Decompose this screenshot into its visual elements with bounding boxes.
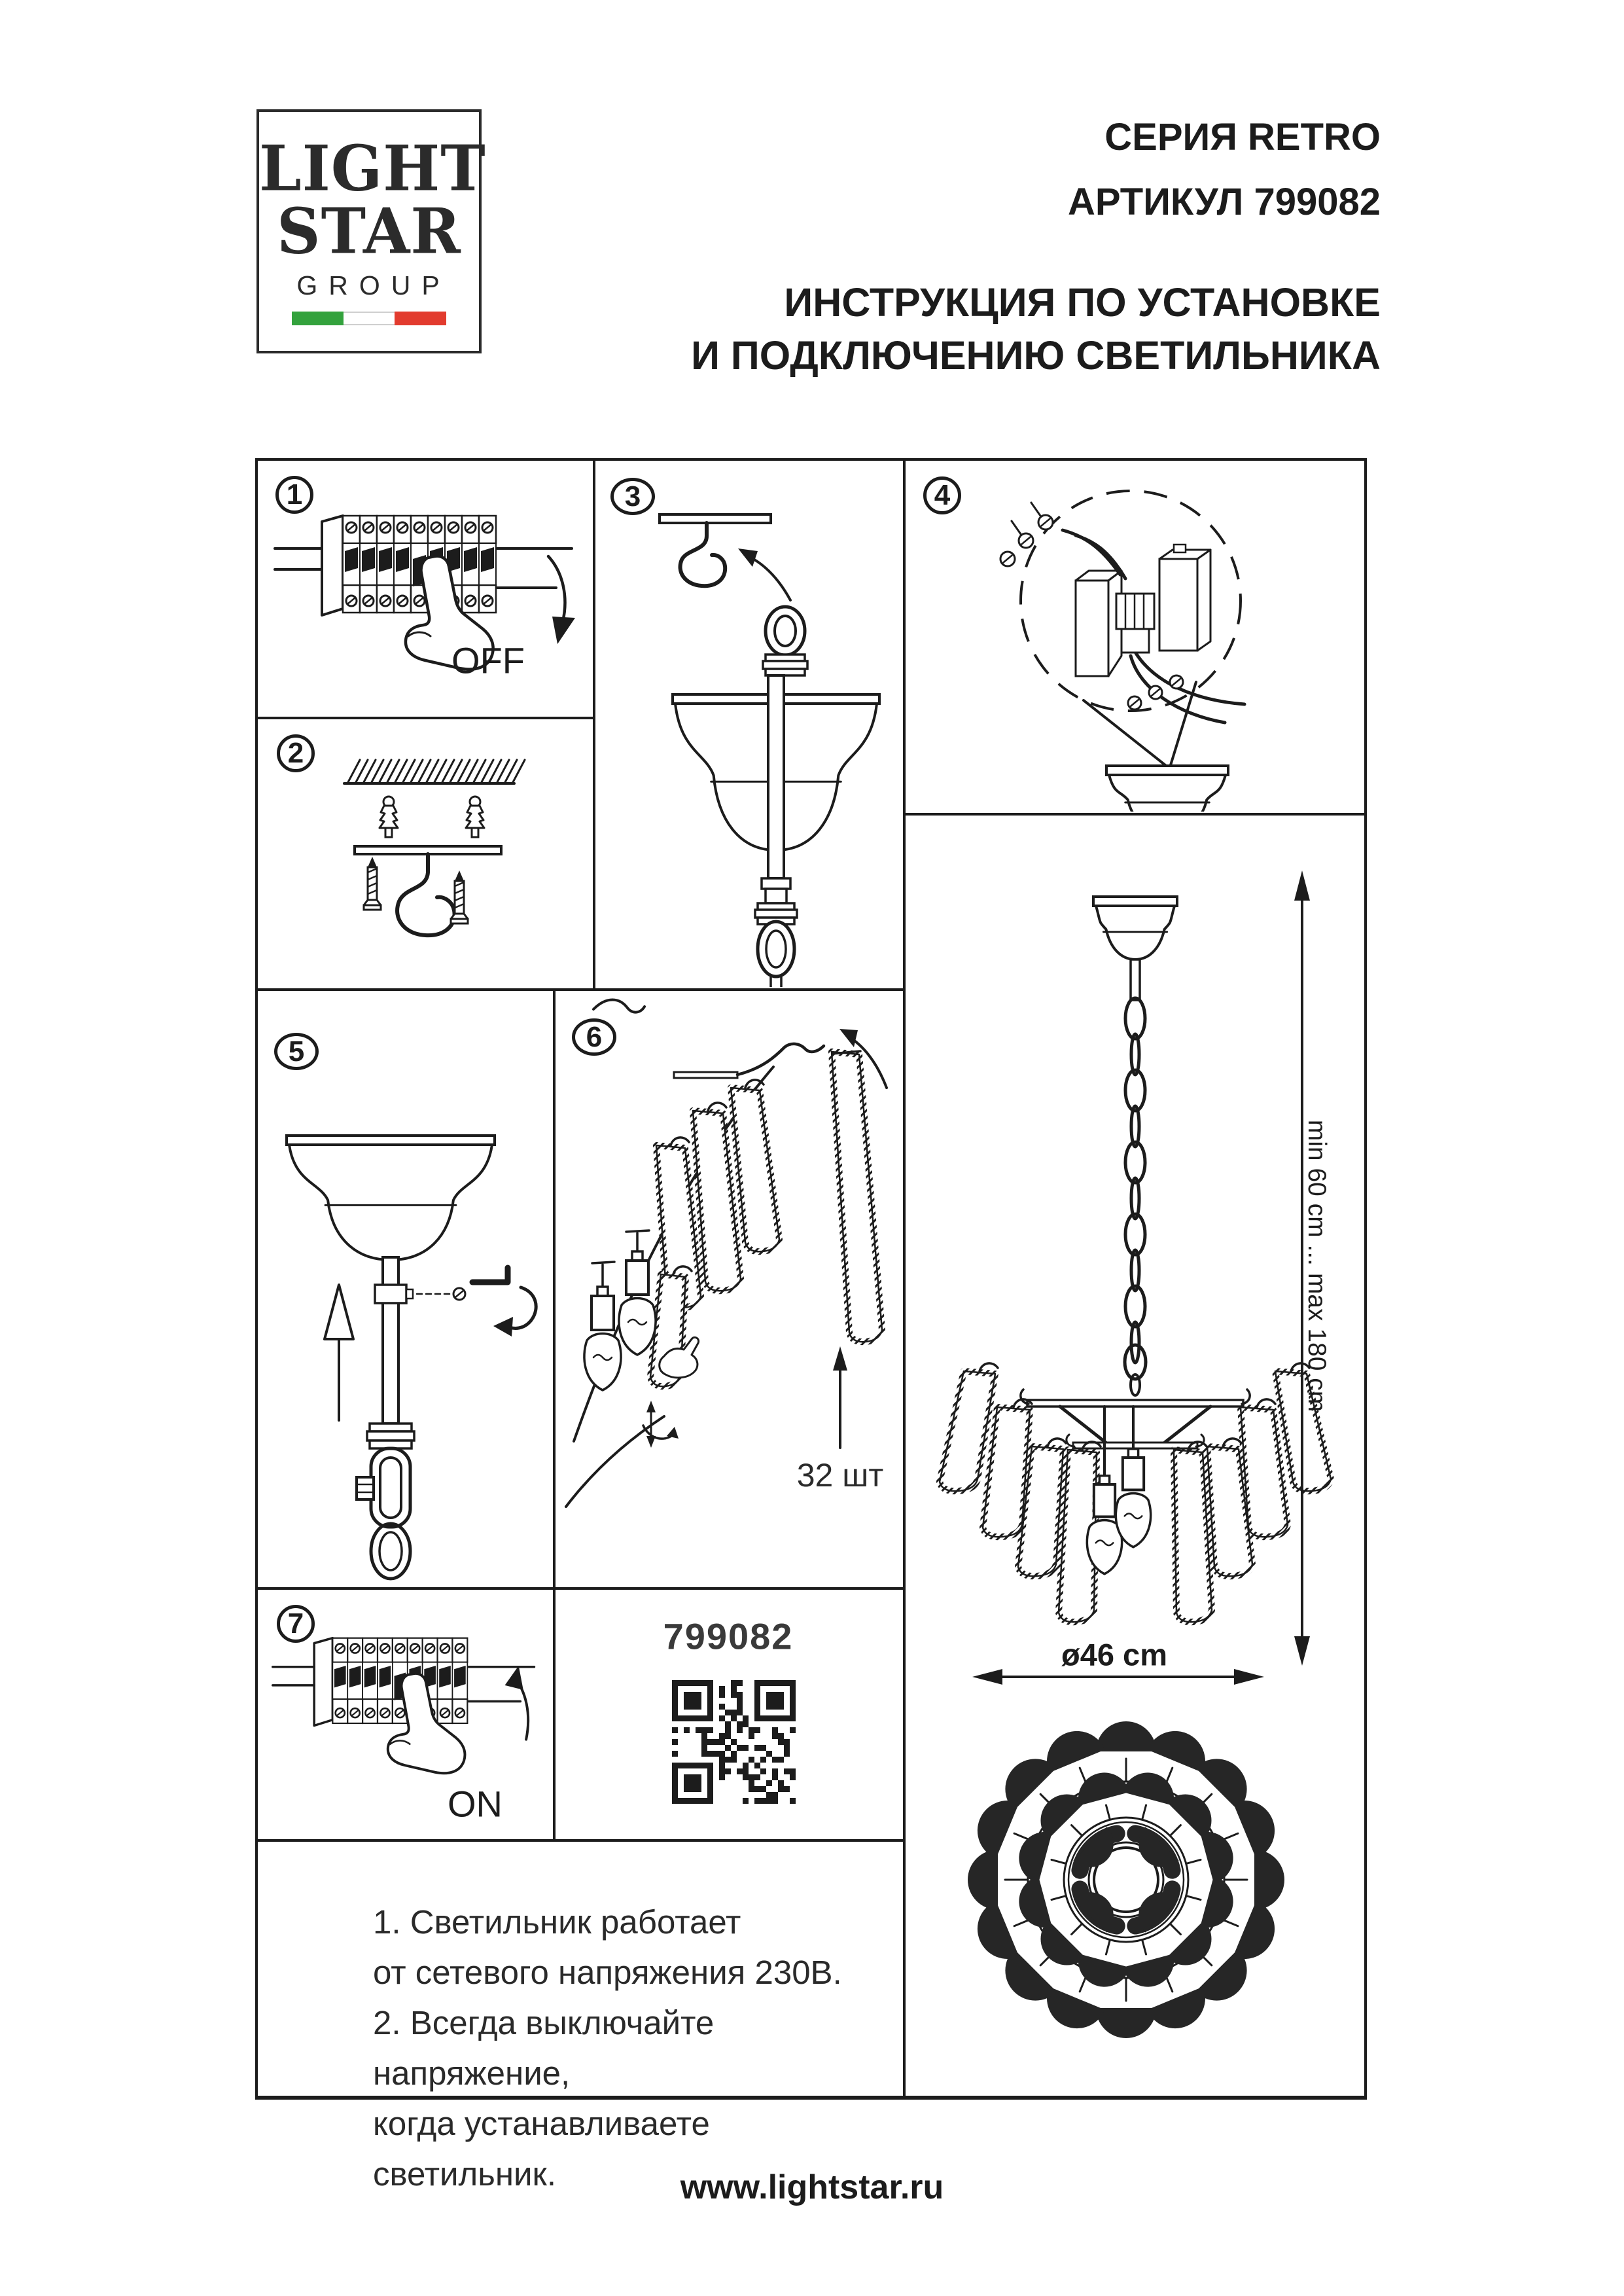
pendant-quantity-label: 32 шт (796, 1457, 884, 1494)
step2-number: 2 (277, 734, 315, 772)
flag-green (292, 312, 344, 325)
step7-breaker-on-diagram (256, 1588, 552, 1834)
grid-line (255, 1839, 906, 1842)
step7-number: 7 (277, 1605, 315, 1643)
logo-word-light: LIGHT (259, 131, 486, 206)
on-label: ON (448, 1783, 503, 1825)
italian-flag-bar (292, 312, 446, 325)
note-line: когда устанавливаете светильник. (373, 2105, 710, 2193)
step5-number: 5 (274, 1033, 319, 1070)
flag-white (344, 312, 395, 325)
website-url: www.lightstar.ru (680, 2168, 944, 2206)
logo-word-group: GROUP (296, 270, 451, 300)
step3-number: 3 (610, 478, 655, 515)
step4-wiring-diagram (904, 459, 1363, 812)
diameter-label: ø46 cm (1061, 1637, 1167, 1672)
series-title: СЕРИЯ RETRO (1104, 116, 1381, 158)
step5-canopy-assembly-diagram (256, 990, 552, 1586)
subtitle-line2: И ПОДКЛЮЧЕНИЮ СВЕТИЛЬНИКА (691, 333, 1381, 378)
step4-number: 4 (923, 476, 961, 514)
header (691, 105, 1381, 382)
step3-hook-hanging-diagram (594, 459, 902, 987)
chandelier-dimensions-diagram (904, 814, 1363, 2096)
step1-breaker-off-diagram (256, 459, 591, 715)
safety-notes (373, 1897, 896, 2199)
article-title: АРТИКУЛ 799082 (1068, 181, 1381, 223)
off-label: OFF (451, 639, 525, 681)
flag-red (395, 312, 446, 325)
step2-ceiling-mount-diagram (256, 718, 591, 987)
note-line: 1. Светильник работает (373, 1903, 741, 1941)
height-range-label: min 60 cm ... max 180 cm (1303, 1119, 1331, 1412)
subtitle-line1: ИНСТРУКЦИЯ ПО УСТАНОВКЕ (784, 280, 1381, 325)
grid-line (1364, 458, 1367, 2100)
lightstar-logo (256, 109, 486, 353)
note-line: от сетевого напряжения 230В. (373, 1954, 842, 1991)
logo-word-star: STAR (277, 194, 461, 268)
step6-pendants-diagram (554, 990, 902, 1586)
note-line: 2. Всегда выключайте напряжение, (373, 2004, 715, 2092)
step6-number: 6 (572, 1018, 616, 1056)
qr-article-number: 799082 (663, 1615, 794, 1657)
step1-number: 1 (275, 476, 313, 514)
